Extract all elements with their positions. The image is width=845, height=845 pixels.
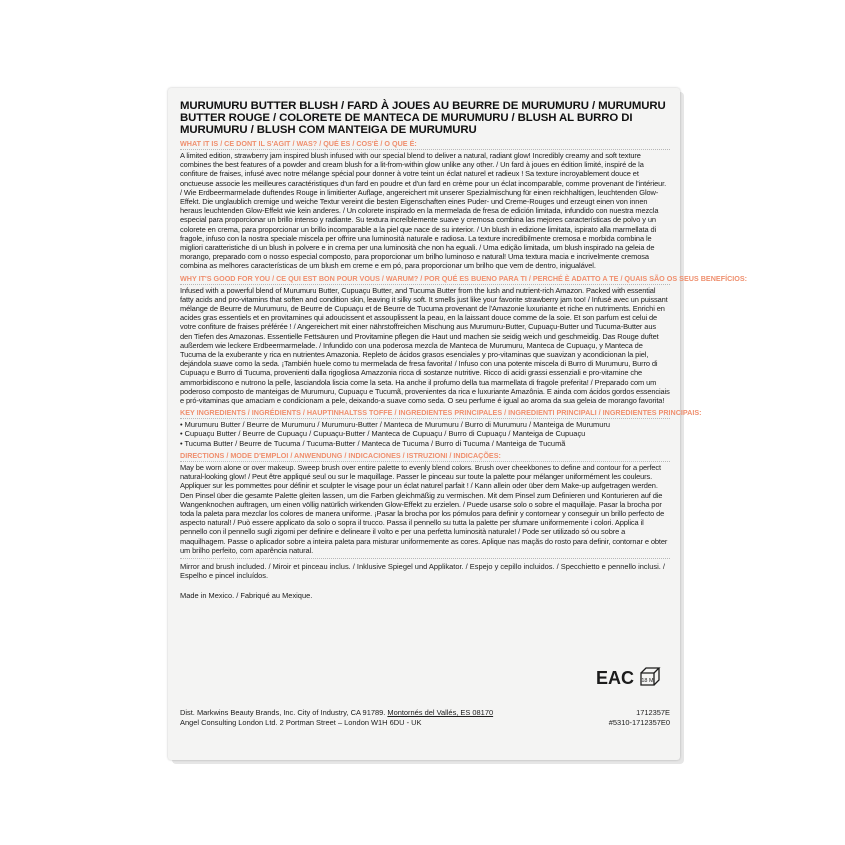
why-good-text: Infused with a powerful blend of Murumuru Butter, Cupuaçu Butter, and Tucuma Butter from the lush and nutrient-rich Amazon. Packed with essential fatty acids and pro-vitamins that soften and condition skin, leaving it silky soft. It smells just like your favorite strawberry jam too! / Infusé avec un puissant mélange de Beurre de Murumuru, de Beurre de Cupuaçu et de Beurre de Tucuma provenant de l'Amazonie luxuriante et riche en nutriments. Enrichi en acides gras essentiels et en provitamines qui adoucissent et assouplissent la peau, en la laissant douce comme de la soie. Et son parfum est celui de votre confiture de fraises préférée ! / Angereichert mit einer nährstoffreichen Mischung aus Murumuru-Butter, Cupuaçu-Butter und Tucuma-Butter aus den Tiefen des Amazonas. Essentielle Fettsäuren und Provitamine pflegen die Haut und machen sie seidig weich und geschmeidig. Das Rouge duftet außerdem wie leckere Erdbeermarmelade. / Infundido con una poderosa mezcla de Manteca de Murumuru, Manteca de Cupuaçu, y Manteca de Tucuma de la exuberante y rica en nutrientes Amazonia. Repleto de ácidos grasos esenciales y pro-vitaminas que suavizan y acondicionan la piel, dejándola suave como la seda. ¡También huele como tu mermelada de fresa favorita! / Infuso con una potente miscela di Burro di Murumuru, Burro di Cupuaçu e Burro di Tucuma, provenienti dalla rigogliosa Amazzonia ricca di sostanze nutritive. Ricco di acidi grassi essenziali e pro-vitamine che ammorbidiscono e nutrono la pelle, lasciandola liscia come la seta. Ha anche il profumo della tua marmellata di fragole preferita! / Preparado com um poderoso composto de manteigas de Murumuru, Cupuaçu e Tucumã, provenientes da rica e luxuriante Amazônia. E ainda com ácidos gordos essenciais e pró-vitaminas que amaciam e condicionam a pele, deixando-a suave como seda. O seu perfume é igual ao aroma da sua geleia de morango favorita! — [180, 285, 670, 406]
ingredient-item: • Murumuru Butter / Beurre de Murumuru / Murumuru-Butter / Manteca de Murumuru / Burro di Murumuru / Manteiga de Murumuru — [180, 420, 611, 430]
directions-heading: DIRECTIONS / MODE D'EMPLOI / ANWENDUNG / INDICACIONES / ISTRUZIONI / INDICAÇÕES: — [180, 451, 670, 462]
product-title: MURUMURU BUTTER BLUSH / FARD À JOUES AU BEURRE DE MURUMURU / MURUMURU BUTTER ROUGE / COLORETE DE MANTECA DE MURUMURU / BLUSH AL BURRO DI MURUMURU / BLUSH COM MANTEIGA DE MURUMURU — [180, 100, 666, 136]
ingredients-list — [180, 420, 670, 448]
distributor-eu-address: Montornés del Vallés, ES 08170 — [387, 708, 494, 717]
what-it-is-heading: WHAT IT IS / CE DONT IL S'AGIT / WAS? / QUÉ ES / COS'È / O QUE É: — [180, 139, 670, 150]
period-after-opening-icon — [638, 666, 662, 688]
key-ingredients-heading: KEY INGREDIENTS / INGRÉDIENTS / HAUPTINHALTSS TOFFE / INGREDIENTES PRINCIPALES / INGREDIENTI PRINCIPALI / INGREDIENTES PRINCIPAIS: — [180, 408, 702, 418]
uk-representative: Angel Consulting London Ltd. 2 Portman Street – London W1H 6DU - UK — [180, 717, 422, 727]
distributor-line: Dist. Markwins Beauty Brands, Inc. City of Industry, CA 91789. Montornés del Vallés, ES 08170 — [180, 708, 494, 717]
why-good-heading: WHY IT'S GOOD FOR YOU / CE QUI EST BON POUR VOUS / WARUM? / POR QUÉ ES BUENO PARA TI / PERCHÉ È ADATTO A TE / QUAIS SÃO OS SEUS BENEFÍCIOS: — [180, 273, 748, 283]
certification-icons — [595, 666, 662, 688]
what-it-is-text: A limited edition, strawberry jam inspired blush infused with our special blend to deliver a natural, radiant glow! Incredibly creamy and soft texture combines the best features of a powder and cream blush for a lit-from-within glow unlike any other. / Un fard à joues en édition limité, inspiré de la confiture de fraises, infusé avec notre mélange spécial pour donner à votre teint un éclat naturel et radieux ! Sa texture incroyablement douce et onctueuse associe les meilleures caractéristiques d'un fard en poudre et d'un fard en crème pour un éclat incomparable, comme provenant de l'intérieur. / Wie Erdbeermarmelade duftendes Rouge in limitierter Auflage, angereichert mit unserer Spezialmischung für einen reichhaltigen, leuchtenden Glow-Effekt. Die unglaublich cremige und weiche Textur vereint die besten Eigenschaften eines Puder- und Creme-Rouges und erzeugt einen von innen heraus leuchtenden Glow-Effekt wie kein anderes. / Un colorete inspirado en la mermelada de fresa de edición limitada, infundido con nuestra mezcla especial para proporcionar un brillo intenso y radiante. Su textura increíblemente suave y cremosa combina las mejores características de polvo y un colorete en crema, para proporcionar un brillo incomparable a la piel que nace de su interior. / Un blush in edizione limitata, ispirato alla marmellata di fragole, infuso con la nostra speciale miscela per offrire una luminosità naturale e radiosa. La texture incredibilmente cremosa e morbida combina le migliori caratteristiche di un blush in polvere e in crema per una luminosità che non ha eguali. / Uma edição limitada, um blush inspirado na geleia de morango, preparado com o nosso especial composto, para proporcionar um brilho luminoso e natural! Uma textura macia e incrivelmente cremosa combina as melhores características de um blush em creme e em pó, para proporcionar um brilho que vem de dentro, inigualável. — [180, 151, 667, 271]
product-code: 1712357E — [636, 708, 670, 717]
divider — [180, 558, 670, 559]
eac-mark-text: EAC — [595, 668, 635, 688]
directions-text: May be worn alone or over makeup. Sweep brush over entire palette to evenly blend colors. Brush over cheekbones to define and contour for a perfect natural-looking glow! / Peut être appliqué seul ou sur le maquillage. Passer le pinceau sur toute la palette pour mélanger uniformément les couleurs. Appliquer sur les pommettes pour définir et sculpter le visage pour un éclat naturel parfait ! / Kann allein oder über dem Make-up aufgetragen werden. Den Pinsel über die gesamte Palette gleiten lassen, um die Farben gleichmäßig zu vermischen. Mit dem Pinsel zum Definieren und Konturieren auf die Wangenknochen auftragen, um einen völlig natürlich wirkenden Glow-Effekt zu erzielen. / Puede usarse solo o sobre el maquillaje. Pasar la brocha por toda la paleta para mezclar los colores de manera uniforme. ¡Pasar la brocha por los pómulos para definir y contornear y conseguir un brillo perfecto de aspecto natural! / Può essere applicato da solo o sopra il trucco. Passa il pennello su tutta la palette per sfumare uniformemente i colori. Applica il pennello con il pennello sugli zigomi per definire e delineare il volto e per una perfetta luminosità naturale! / Pode ser utilizado só ou sobre a maquilhagem. Passe o aplicador sobre a inteira paleta para misturar uniformemente as cores. Aplique nas maçãs do rosto para definir, contornar e obter um brilho perfeito, com aparência natural. — [180, 462, 668, 555]
pao-text: 18 M — [641, 678, 654, 684]
ingredient-item: • Tucuma Butter / Beurre de Tucuma / Tucuma-Butter / Manteca de Tucuma / Burro di Tucuma / Manteiga de Tucumã — [180, 438, 566, 448]
included-text: Mirror and brush included. / Miroir et pinceau inclus. / Inklusive Spiegel und Applikator. / Espejo y cepillo incluidos. / Specchietto e pennello inclusi. / Espelho e pincel incluídos. — [180, 561, 665, 581]
made-in-text: Made in Mexico. / Fabriqué au Mexique. — [180, 591, 313, 601]
footer — [180, 708, 670, 727]
batch-code: #5310-1712357E0 — [608, 717, 670, 727]
eac-mark-icon — [595, 666, 635, 688]
ingredient-item: • Cupuaçu Butter / Beurre de Cupuaçu / Cupuaçu-Butter / Manteca de Cupuaçu / Burro di Cupuaçu / Manteiga de Cupuaçu — [180, 429, 586, 439]
product-label-card — [168, 88, 748, 760]
